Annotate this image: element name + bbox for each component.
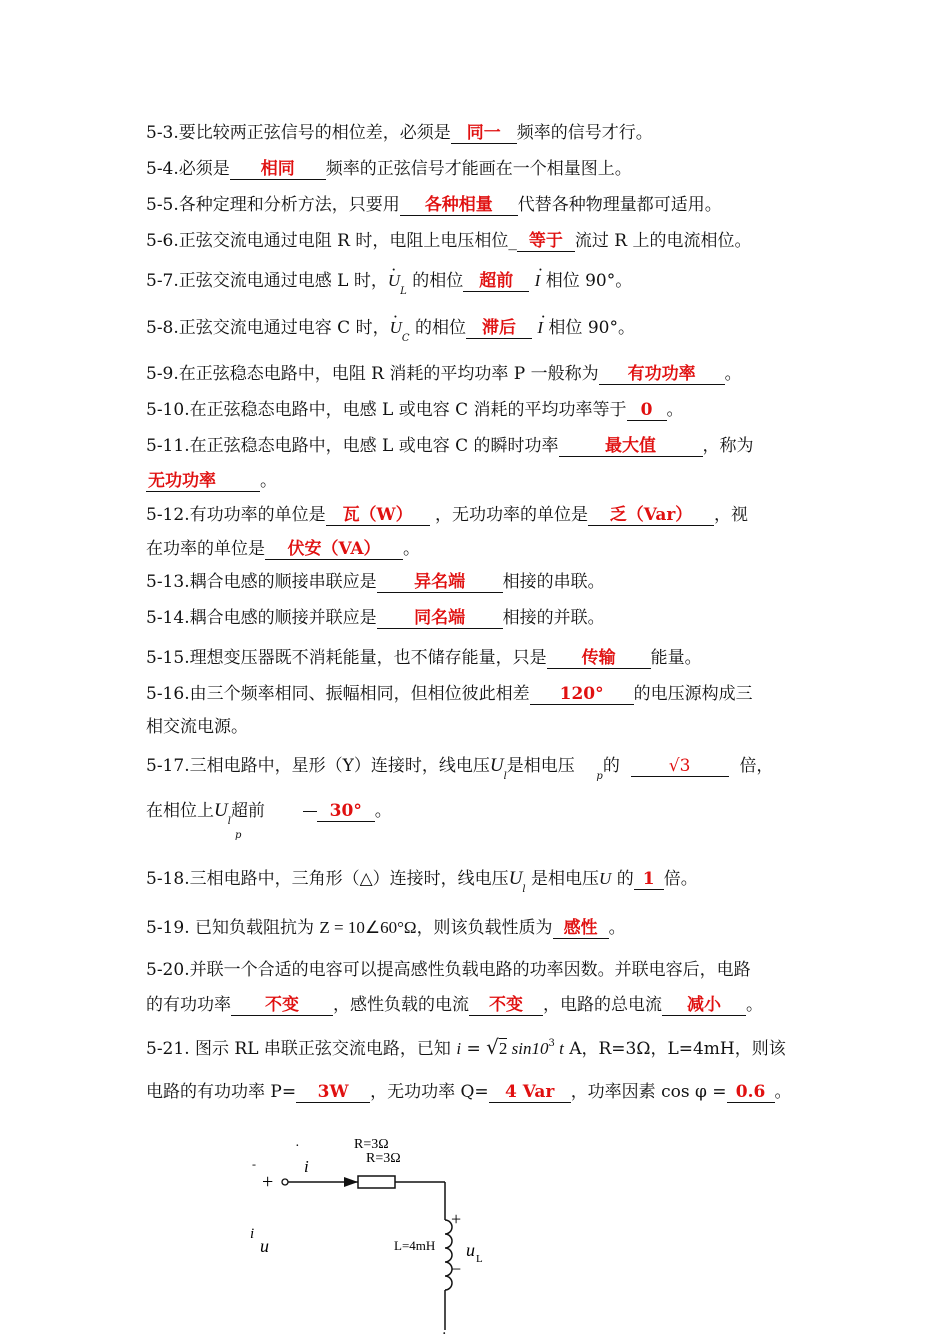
current-arrow [344, 1177, 358, 1187]
answer-blank: 超前 [463, 271, 529, 292]
inductor-voltage-label: u [466, 1240, 475, 1260]
inductor-minus: − [451, 1259, 462, 1279]
current-phasor-symbol: · I [537, 318, 543, 337]
source-voltage-label: u [260, 1236, 269, 1256]
question-5-5: 5-5.各种定理和分析方法，只要用 各种相量 代替各种物理量都可适用。 [146, 195, 722, 215]
answer-blank: 有功功率 [599, 364, 725, 385]
question-5-6: 5-6.正弦交流电通过电阻 R 时，电阻上电压相位_ 等于 流过 R 上的电流相位。 [146, 231, 752, 251]
inductor [445, 1220, 452, 1290]
question-5-8: 5-8.正弦交流电通过电容 C 时，· $U_C$ 的相位 滞后 · I 相位 90°。 [146, 317, 635, 342]
question-5-3: 5-3.要比较两正弦信号的相位差，必须是 同一 频率的信号才行。 [146, 123, 653, 143]
question-5-21-cont: 电路的有功功率 P= 3W ，无功功率 Q= 4 Var ，功率因素 cos φ = 0.6 。 [146, 1082, 792, 1102]
footer-dot: . [442, 1322, 447, 1338]
plus-terminal: + [262, 1171, 274, 1193]
inductor-plus: + [451, 1209, 462, 1229]
answer-blank-sqrt3: √3 [631, 756, 729, 777]
answer-blank: 异名端 [377, 572, 503, 593]
question-5-7: 5-7.正弦交流电通过电感 L 时，· $U_L$ 的相位 超前 · I 相位 90°。 [146, 270, 632, 295]
question-5-16: 5-16.由三个频率相同、振幅相同，但相位彼此相差 120° 的电压源构成三 [146, 684, 753, 704]
answer-blank: 0 [627, 400, 667, 421]
question-5-13: 5-13.耦合电感的顺接串联应是 异名端 相接的串联。 [146, 572, 605, 592]
question-5-4: 5-4.必须是 相同 频率的正弦信号才能画在一个相量图上。 [146, 159, 632, 179]
question-5-20: 5-20.并联一个合适的电容可以提高感性负载电路的功率因数。并联电容后，电路 [146, 960, 751, 980]
answer-blank: 各种相量 [400, 195, 518, 216]
question-5-15: 5-15.理想变压器既不消耗能量，也不储存能量，只是 传输 能量。 [146, 648, 702, 668]
input-terminal [282, 1179, 288, 1185]
answer-blank: 减小 [662, 995, 746, 1016]
answer-blank: 滞后 [466, 318, 532, 339]
question-5-16-cont: 相交流电源。 [146, 717, 248, 737]
current-phasor-symbol: · I [535, 271, 541, 290]
question-5-17-cont: 在相位上$U_l$超前 30° 。 [146, 800, 392, 827]
question-5-18: 5-18.三相电路中，三角形（△）连接时，线电压$U_l$ 是相电压U 的 1 倍。 [146, 868, 698, 895]
q-number: 5-3. [146, 123, 179, 143]
rl-circuit-diagram [240, 1130, 540, 1330]
answer-blank: 伏安（VA） [265, 539, 403, 560]
answer-blank: 4 Var [489, 1082, 571, 1103]
question-5-11-cont: 无功功率 。 [148, 471, 277, 491]
question-5-12: 5-12.有功功率的单位是 瓦（W） ，无功功率的单位是 乏（Var） ，视 [146, 505, 749, 525]
answer-blank: 不变 [231, 995, 333, 1016]
stray-dash: - [252, 1157, 256, 1171]
question-5-19: 5-19. 已知负载阻抗为 Z = 10∠60°Ω，则该负载性质为 感性 。 [146, 918, 626, 938]
answer-blank: 同名端 [377, 608, 503, 629]
question-5-20-cont: 的有功功率 不变 ，感性负载的电流 不变 ，电路的总电流 减小 。 [146, 995, 763, 1015]
answer-blank: 0.6 [727, 1082, 775, 1103]
voltage-phasor-symbol: · U [388, 271, 400, 290]
stray-dot: · [295, 1139, 300, 1154]
question-5-17: 5-17.三相电路中，星形（Y）连接时，线电压$U_l$是相电压 $_p$的 √3 倍， [146, 755, 774, 782]
answer-blank: 感性 [553, 918, 609, 939]
answer-blank: 3W [296, 1082, 370, 1103]
question-5-11: 5-11.在正弦稳态电路中，电感 L 或电容 C 的瞬时功率 最大值 ，称为 [146, 436, 754, 456]
resistor-label-dup: R=3Ω [366, 1151, 401, 1166]
answer-blank: 最大值 [559, 436, 703, 457]
impedance-formula: Z = 10∠60°Ω [319, 918, 417, 937]
answer-blank: 1 [634, 869, 664, 890]
voltage-phasor-symbol: · U [390, 318, 402, 337]
question-5-10: 5-10.在正弦稳态电路中，电感 L 或电容 C 消耗的平均功率等于 0 。 [146, 400, 684, 420]
inductor-label: L=4mH [394, 1238, 436, 1253]
subscript-p: p [235, 830, 242, 841]
answer-blank: 传输 [547, 648, 651, 669]
question-5-21: 5-21. 图示 RL 串联正弦交流电路，已知 i = √2 $\sin 10^3$ t A，R=3Ω，L=4mH，则该 [146, 1035, 786, 1059]
answer-blank: 瓦（W） [326, 505, 430, 526]
answer-blank: 120° [530, 684, 634, 705]
question-5-9: 5-9.在正弦稳态电路中，电阻 R 消耗的平均功率 P 一般称为 有功功率 。 [146, 364, 742, 384]
answer-blank: 相同 [230, 159, 326, 180]
current-label: i [304, 1157, 309, 1176]
answer-blank: 乏（Var） [588, 505, 714, 526]
question-5-14: 5-14.耦合电感的顺接并联应是 同名端 相接的并联。 [146, 608, 605, 628]
answer-blank: 不变 [469, 995, 543, 1016]
resistor [358, 1176, 395, 1188]
answer-blank: 等于 [517, 231, 575, 252]
inductor-voltage-sub: L [476, 1253, 483, 1265]
resistor-label: R=3Ω [354, 1137, 389, 1152]
answer-blank: 30° [317, 801, 375, 822]
answer-blank: 无功功率 [146, 471, 260, 492]
stray-i-label: i [250, 1226, 255, 1242]
answer-blank: 同一 [451, 123, 517, 144]
question-5-12-cont: 在功率的单位是 伏安（VA） 。 [146, 539, 420, 559]
